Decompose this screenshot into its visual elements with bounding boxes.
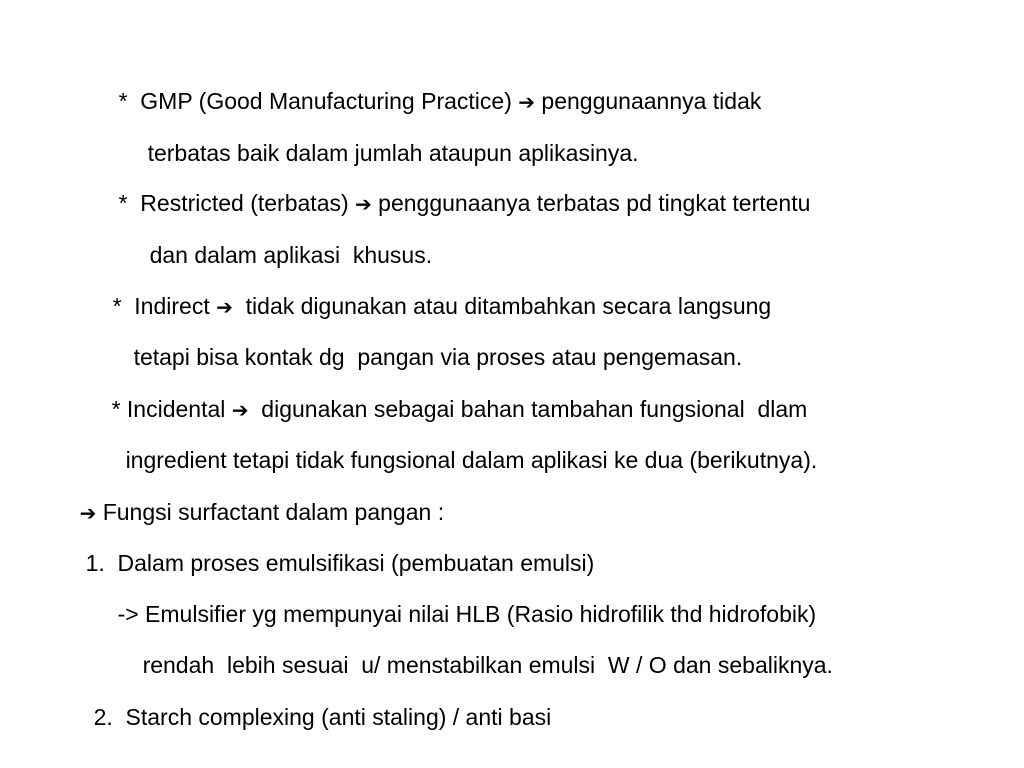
line-text: rendah lebih sesuai u/ menstabilkan emulsi W / O dan sebaliknya. [142,652,833,678]
right-arrow-icon: ➔ [79,501,97,525]
right-arrow-icon: ➔ [355,192,372,216]
right-arrow-icon: ➔ [216,295,233,319]
text-line-item-2 [68,678,551,756]
line-text: penggunaanya terbatas pd tingkat tertentu [371,190,811,216]
line-text: tetapi bisa kontak dg pangan via proses atau pengemasan. [133,344,743,370]
line-text: 2. Starch complexing (anti staling) / anti basi [93,704,552,730]
line-text: tidak digunakan atau ditambahkan secara langsung [232,293,772,319]
line-text: penggunaannya tidak [535,88,762,114]
line-text: Fungsi surfactant dalam pangan : [96,499,445,525]
line-text: dan dalam aplikasi khusus. [149,242,433,268]
line-text: * Restricted (terbatas) [118,190,356,216]
line-text: terbatas baik dalam jumlah ataupun aplikasinya. [147,140,639,166]
line-text: ingredient tetapi tidak fungsional dalam aplikasi ke dua (berikutnya). [125,447,818,473]
line-text: * GMP (Good Manufacturing Practice) [118,88,519,114]
right-arrow-icon: ➔ [518,90,536,114]
line-text: * Indirect [112,293,217,319]
line-text: 1. Dalam proses emulsifikasi (pembuatan emulsi) [85,550,595,576]
line-text: digunakan sebagai bahan tambahan fungsional dlam [248,396,808,422]
right-arrow-icon: ➔ [231,398,249,422]
line-text: -> Emulsifier yg mempunyai nilai HLB (Rasio hidrofilik thd hidrofobik) [117,601,817,627]
line-text: * Incidental [111,396,232,422]
